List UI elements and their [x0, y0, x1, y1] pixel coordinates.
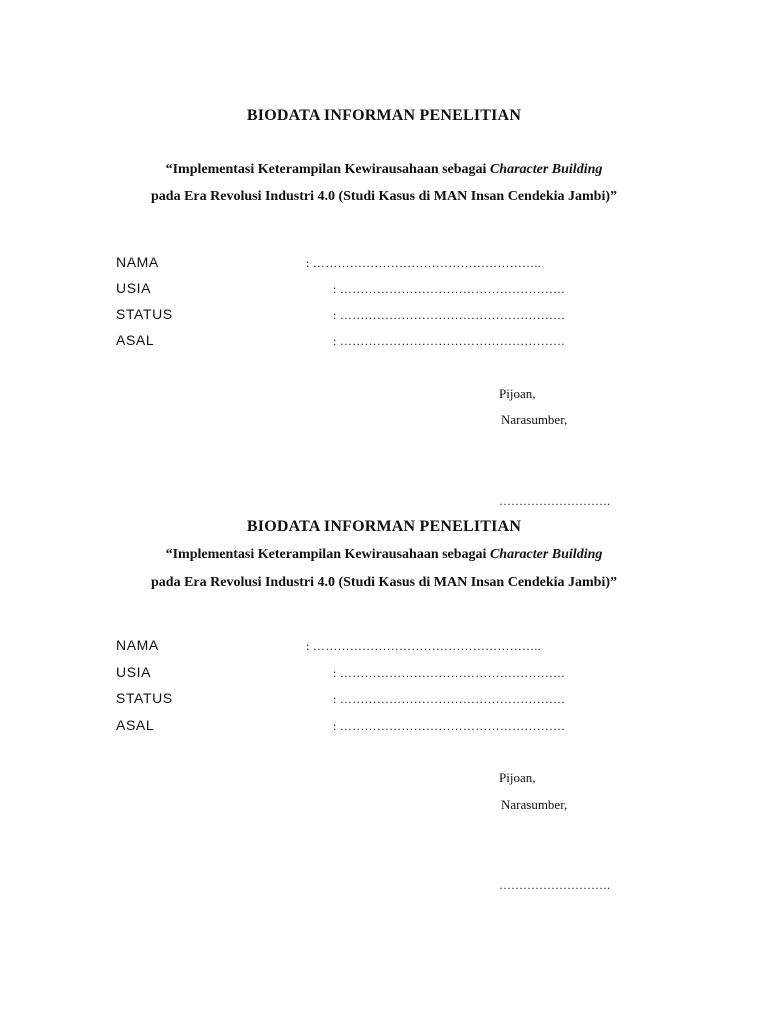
field-blank-asal[interactable]: : ………………………………………………. [333, 334, 565, 348]
field-blank-usia[interactable]: : ………………………………………………. [333, 666, 565, 680]
field-blank-status[interactable]: : ………………………………………………. [333, 692, 565, 706]
research-title-line-2: pada Era Revolusi Industri 4.0 (Studi Kasus di MAN Insan Cendekia Jambi)” [151, 575, 617, 590]
research-title-text: “Implementasi Keterampilan Kewirausahaan sebagai [165, 162, 490, 177]
signature-place: Pijoan, [499, 770, 536, 785]
signature-role: Narasumber, [501, 412, 568, 427]
field-label-asal: ASAL [116, 717, 155, 733]
form-title: BIODATA INFORMAN PENELITIAN [246, 107, 522, 124]
signature-line[interactable]: ………………………. [499, 494, 610, 508]
form-title: BIODATA INFORMAN PENELITIAN [246, 518, 522, 535]
field-blank-usia[interactable]: : ………………………………………………. [333, 282, 565, 296]
field-blank-nama[interactable]: : ……………………………………………….. [306, 256, 541, 270]
research-title-italic: Character Building [489, 162, 603, 177]
signature-line[interactable]: ………………………. [499, 878, 610, 892]
signature-place: Pijoan, [499, 386, 536, 401]
field-blank-nama[interactable]: : ……………………………………………….. [306, 639, 541, 653]
field-label-asal: ASAL [116, 332, 155, 348]
research-title-text: “Implementasi Keterampilan Kewirausahaan sebagai [165, 547, 490, 562]
research-title-italic: Character Building [489, 547, 603, 562]
research-title-line-2: pada Era Revolusi Industri 4.0 (Studi Kasus di MAN Insan Cendekia Jambi)” [151, 189, 617, 204]
field-label-nama: NAMA [116, 254, 159, 270]
research-title-line-1 [0, 547, 768, 563]
field-blank-asal[interactable]: : ………………………………………………. [333, 719, 565, 733]
field-label-status: STATUS [116, 690, 173, 706]
biodata-form-1 [0, 0, 768, 400]
research-title-line-1 [0, 162, 768, 178]
field-label-nama: NAMA [116, 637, 159, 653]
field-label-usia: USIA [116, 280, 152, 296]
field-label-status: STATUS [116, 306, 173, 322]
field-blank-status[interactable]: : ………………………………………………. [333, 308, 565, 322]
field-label-usia: USIA [116, 664, 152, 680]
signature-role: Narasumber, [501, 797, 568, 812]
